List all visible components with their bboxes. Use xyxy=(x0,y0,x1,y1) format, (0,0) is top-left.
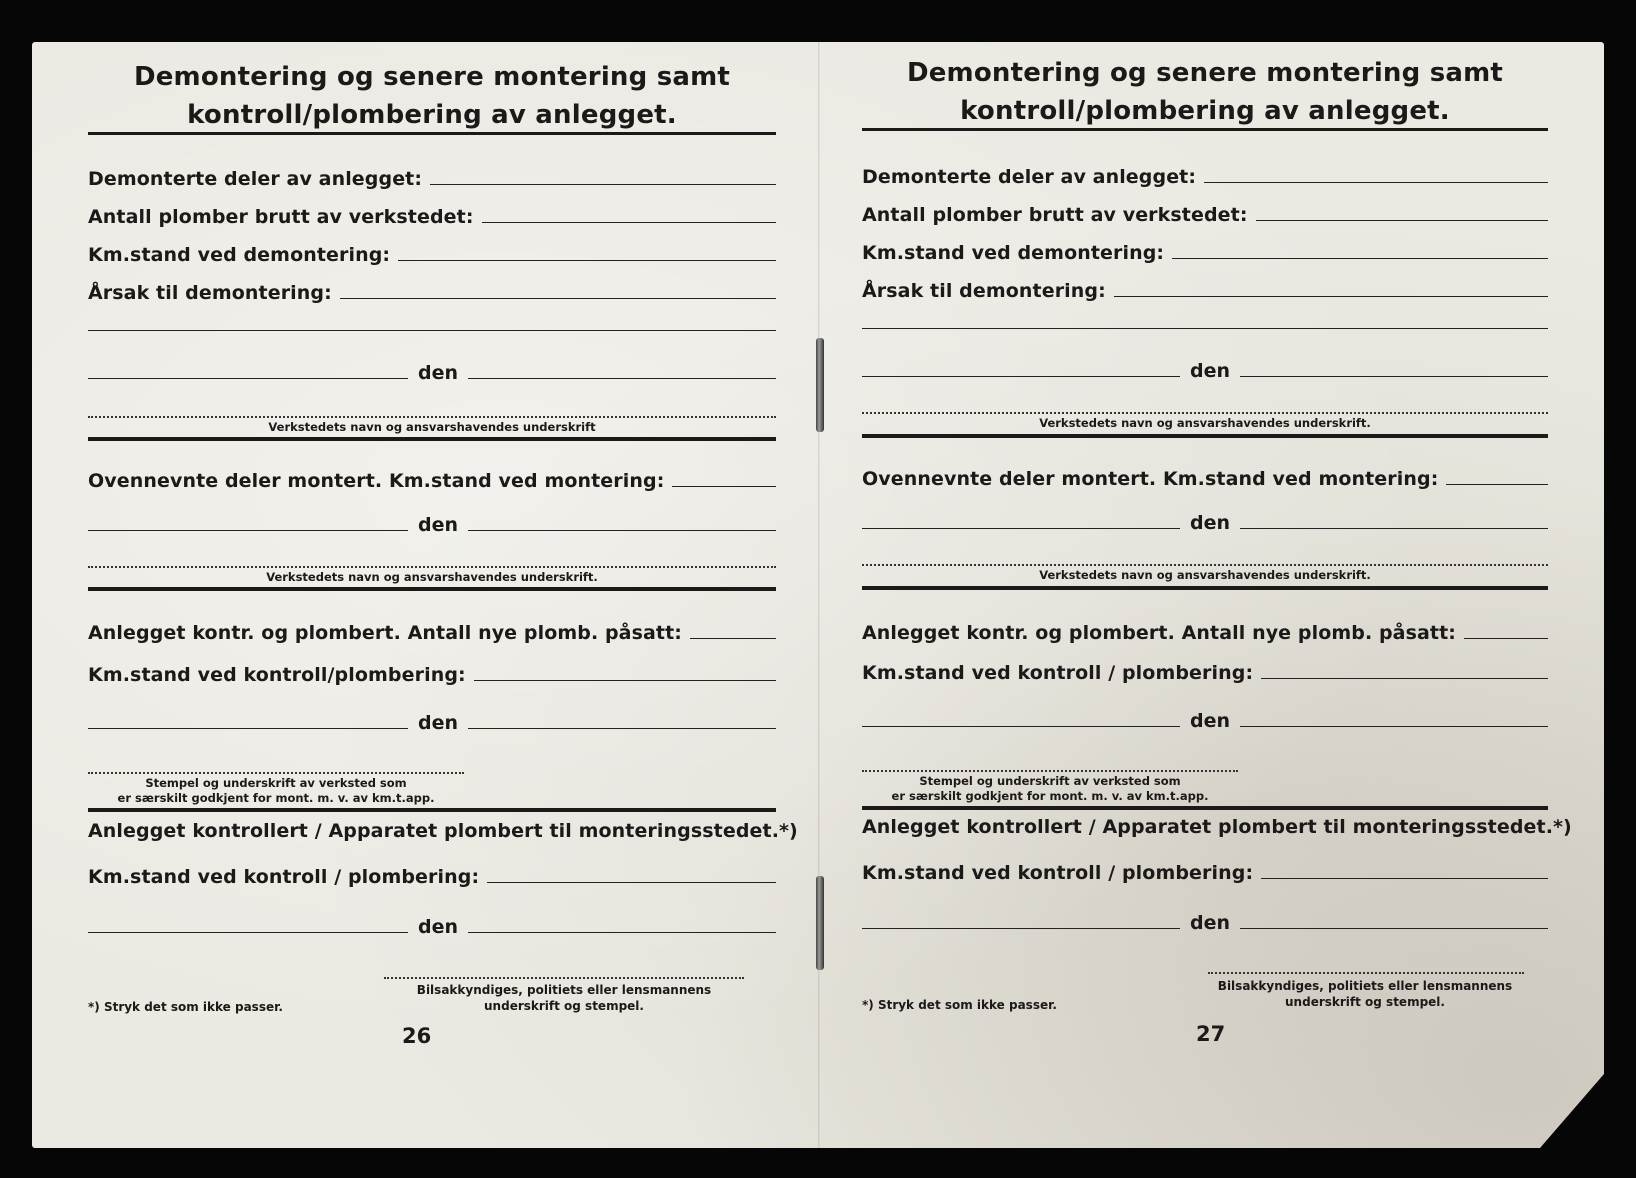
stamp-caption-line-1: Stempel og underskrift av verksted som xyxy=(145,776,407,790)
field-label: Km.stand ved kontroll/plombering: xyxy=(88,664,466,686)
signature-caption-1: Verkstedets navn og ansvarshavendes underskrift. xyxy=(1039,416,1371,430)
field-demonterte-deler[interactable] xyxy=(88,160,776,190)
section-rule-1 xyxy=(862,434,1548,438)
field-nye-plomber[interactable] xyxy=(862,614,1548,644)
official-signature-caption xyxy=(384,982,744,1014)
stamp-caption-line-2: er særskilt godkjent for mont. m. v. av km.t.app. xyxy=(891,789,1209,803)
field-label: Demonterte deler av anlegget: xyxy=(862,166,1197,188)
page-right xyxy=(862,42,1572,1148)
field-label: Årsak til demontering: xyxy=(88,282,332,304)
signature-caption-2: Verkstedets navn og ansvarshavendes underskrift. xyxy=(1039,568,1371,582)
torn-corner xyxy=(1540,1074,1604,1148)
official-caption-line-1: Bilsakkyndiges, politiets eller lensmannens xyxy=(416,983,712,997)
section-rule-2 xyxy=(862,586,1548,590)
title-rule xyxy=(88,132,776,135)
den-label: den xyxy=(418,514,459,536)
field-kmstand-demontering[interactable] xyxy=(88,236,776,266)
title-line-1: Demontering og senere montering samt xyxy=(906,58,1504,88)
page-number: 26 xyxy=(402,1024,432,1048)
field-label: Antall plomber brutt av verkstedet: xyxy=(862,204,1248,226)
field-place-date-2[interactable] xyxy=(862,504,1548,534)
den-label: den xyxy=(418,712,459,734)
signature-line-1[interactable] xyxy=(862,412,1548,414)
field-label: Km.stand ved demontering: xyxy=(88,244,391,266)
field-label: Anlegget kontr. og plombert. Antall nye plomb. påsatt: xyxy=(862,622,1457,644)
field-kmstand-demontering[interactable] xyxy=(862,234,1548,264)
stamp-caption-line-2: er særskilt godkjent for mont. m. v. av km.t.app. xyxy=(117,791,435,805)
field-label: Ovennevnte deler montert. Km.stand ved montering: xyxy=(862,468,1439,490)
anlegget-kontrollert-heading xyxy=(862,808,1572,838)
den-label: den xyxy=(1190,360,1231,382)
field-label: Årsak til demontering: xyxy=(862,280,1106,302)
field-place-date-2[interactable] xyxy=(88,506,776,536)
title-rule xyxy=(862,128,1548,131)
den-label: den xyxy=(1190,912,1231,934)
section-rule-2 xyxy=(88,587,776,591)
official-signature-caption xyxy=(1192,978,1538,1010)
field-arsak-extra-line[interactable] xyxy=(862,328,1548,329)
field-place-date-4[interactable] xyxy=(88,908,776,938)
field-place-date-3[interactable] xyxy=(862,702,1548,732)
signature-line-2[interactable] xyxy=(88,566,776,568)
page-title xyxy=(88,58,776,134)
field-label: Km.stand ved kontroll / plombering: xyxy=(88,866,480,888)
field-arsak-extra-line[interactable] xyxy=(88,330,776,331)
field-label: Antall plomber brutt av verkstedet: xyxy=(88,206,474,228)
center-fold xyxy=(818,42,820,1148)
footnote: *) Stryk det som ikke passer. xyxy=(88,1000,283,1014)
official-caption-line-2: underskrift og stempel. xyxy=(1285,995,1445,1009)
field-kmstand-kontroll-2[interactable] xyxy=(862,854,1548,884)
den-label: den xyxy=(1190,710,1231,732)
field-place-date-3[interactable] xyxy=(88,704,776,734)
den-label: den xyxy=(418,916,459,938)
signature-caption-2: Verkstedets navn og ansvarshavendes underskrift. xyxy=(266,570,598,584)
signature-caption-1: Verkstedets navn og ansvarshavendes underskrift xyxy=(268,420,596,434)
staple-bottom xyxy=(816,876,824,970)
field-arsak-demontering[interactable] xyxy=(862,272,1548,302)
field-arsak-demontering[interactable] xyxy=(88,274,776,304)
title-line-1: Demontering og senere montering samt xyxy=(133,62,731,92)
field-demonterte-deler[interactable] xyxy=(862,158,1548,188)
field-nye-plomber[interactable] xyxy=(88,614,776,644)
signature-line-1[interactable] xyxy=(88,416,776,418)
anlegget-kontrollert-heading xyxy=(88,812,798,842)
field-label: Km.stand ved demontering: xyxy=(862,242,1165,264)
official-caption-line-2: underskrift og stempel. xyxy=(484,999,644,1013)
official-caption-line-1: Bilsakkyndiges, politiets eller lensmannens xyxy=(1217,979,1513,993)
stamp-signature-line[interactable] xyxy=(88,772,464,774)
stamp-signature-line[interactable] xyxy=(862,770,1238,772)
field-label: Ovennevnte deler montert. Km.stand ved montering: xyxy=(88,470,665,492)
title-line-2: kontroll/plombering av anlegget. xyxy=(960,96,1450,126)
official-signature-line[interactable] xyxy=(384,977,744,979)
official-signature-line[interactable] xyxy=(1208,972,1524,974)
field-kmstand-kontroll-2[interactable] xyxy=(88,858,776,888)
field-kmstand-montering[interactable] xyxy=(862,460,1548,490)
field-place-date-1[interactable] xyxy=(88,354,776,384)
title-line-2: kontroll/plombering av anlegget. xyxy=(187,100,677,130)
field-plomber-brutt[interactable] xyxy=(88,198,776,228)
field-label: Demonterte deler av anlegget: xyxy=(88,168,423,190)
footnote: *) Stryk det som ikke passer. xyxy=(862,998,1057,1012)
field-kmstand-montering[interactable] xyxy=(88,462,776,492)
den-label: den xyxy=(418,362,459,384)
stamp-caption xyxy=(862,774,1238,804)
stamp-caption xyxy=(88,776,464,806)
field-label: Anlegget kontrollert / Apparatet plombert til monteringsstedet.*) xyxy=(88,820,798,842)
field-kmstand-kontroll-1[interactable] xyxy=(862,654,1548,684)
field-kmstand-kontroll-1[interactable] xyxy=(88,656,776,686)
section-rule-1 xyxy=(88,437,776,441)
field-label: Anlegget kontrollert / Apparatet plombert til monteringsstedet.*) xyxy=(862,816,1572,838)
staple-top xyxy=(816,338,824,432)
page-title xyxy=(862,54,1548,130)
field-place-date-4[interactable] xyxy=(862,904,1548,934)
field-place-date-1[interactable] xyxy=(862,352,1548,382)
page-number: 27 xyxy=(1196,1022,1226,1046)
signature-line-2[interactable] xyxy=(862,564,1548,566)
den-label: den xyxy=(1190,512,1231,534)
field-label: Km.stand ved kontroll / plombering: xyxy=(862,662,1254,684)
field-label: Km.stand ved kontroll / plombering: xyxy=(862,862,1254,884)
page-left xyxy=(88,42,798,1148)
field-label: Anlegget kontr. og plombert. Antall nye plomb. påsatt: xyxy=(88,622,683,644)
stamp-caption-line-1: Stempel og underskrift av verksted som xyxy=(919,774,1181,788)
field-plomber-brutt[interactable] xyxy=(862,196,1548,226)
